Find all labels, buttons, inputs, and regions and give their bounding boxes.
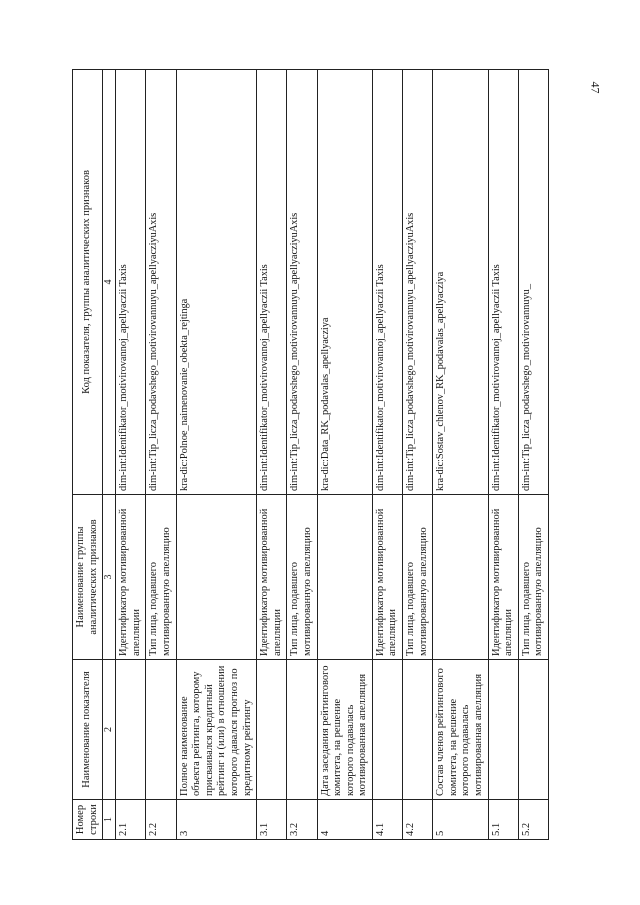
header-row [73, 70, 103, 840]
indicator-name: Состав членов рейтингового комитета, на решение которого подавалась мотивированная апелляция [433, 660, 488, 800]
group-name: Тип лица, подавшего мотивированную апелляцию [518, 495, 548, 660]
indicator-code: dim-int:Identifikator_motivirovannoj_apellyaczii Taxis [257, 70, 287, 495]
row-number: 5.1 [488, 800, 518, 840]
table-row [317, 70, 372, 840]
column-number-row [103, 70, 116, 840]
table-row [287, 70, 317, 840]
column-number: 1 [103, 800, 116, 840]
group-name: Тип лица, подавшего мотивированную апелляцию [403, 495, 433, 660]
indicator-code: kra-dic:Sostav_chlenov_RK_podavalas_apellyacziya [433, 70, 488, 495]
indicator-name [287, 660, 317, 800]
row-number: 3.2 [287, 800, 317, 840]
header-code: Код показателя, группы аналитических признаков [73, 70, 103, 495]
indicator-name [257, 660, 287, 800]
row-number: 2.1 [116, 800, 146, 840]
indicator-name [488, 660, 518, 800]
table-row [372, 70, 402, 840]
row-number: 4.1 [372, 800, 402, 840]
column-number: 2 [103, 660, 116, 800]
table-row [257, 70, 287, 840]
column-number: 3 [103, 495, 116, 660]
header-indicator-name: Наименование показателя [73, 660, 103, 800]
indicator-table [72, 69, 549, 840]
group-name [176, 495, 257, 660]
table-row [403, 70, 433, 840]
rotated-sheet [72, 70, 572, 840]
group-name [433, 495, 488, 660]
indicator-code: dim-int:Tip_licza_podavshego_motivirovannuyu_ [518, 70, 548, 495]
indicator-code: kra-dic:Polnoe_naimenovanie_obekta_rejtinga [176, 70, 257, 495]
group-name: Тип лица, подавшего мотивированную апелляцию [146, 495, 176, 660]
table-row [433, 70, 488, 840]
row-number: 3 [176, 800, 257, 840]
row-number: 5 [433, 800, 488, 840]
table-row [116, 70, 146, 840]
group-name: Идентификатор мотивированной апелляции [372, 495, 402, 660]
indicator-code: dim-int:Identifikator_motivirovannoj_apellyaczii Taxis [372, 70, 402, 495]
indicator-code: kra-dic:Data_RK_podavalas_apellyacziya [317, 70, 372, 495]
indicator-name: Полное наименование объекта рейтинга, которому присваивался кредитный рейтинг и (или) в отношении которого давался прогноз по кредитному рейтингу [176, 660, 257, 800]
group-name: Идентификатор мотивированной апелляции [116, 495, 146, 660]
header-row-number: Номер строки [73, 800, 103, 840]
indicator-name [116, 660, 146, 800]
group-name: Идентификатор мотивированной апелляции [257, 495, 287, 660]
indicator-name [372, 660, 402, 800]
indicator-code: dim-int:Identifikator_motivirovannoj_apellyaczii Taxis [488, 70, 518, 495]
header-group-name: Наименование группы аналитических признаков [73, 495, 103, 660]
table-row [176, 70, 257, 840]
row-number: 2.2 [146, 800, 176, 840]
indicator-code: dim-int:Identifikator_motivirovannoj_apellyaczii Taxis [116, 70, 146, 495]
indicator-code: dim-int:Tip_licza_podavshego_motivirovannuyu_apellyacziyuAxis [287, 70, 317, 495]
group-name [317, 495, 372, 660]
table-row [488, 70, 518, 840]
row-number: 3.1 [257, 800, 287, 840]
indicator-name [518, 660, 548, 800]
column-number: 4 [103, 70, 116, 495]
row-number: 4 [317, 800, 372, 840]
row-number: 4.2 [403, 800, 433, 840]
indicator-code: dim-int:Tip_licza_podavshego_motivirovannuyu_apellyacziyuAxis [403, 70, 433, 495]
indicator-name [403, 660, 433, 800]
indicator-code: dim-int:Tip_licza_podavshego_motivirovannuyu_apellyacziyuAxis [146, 70, 176, 495]
group-name: Тип лица, подавшего мотивированную апелляцию [287, 495, 317, 660]
indicator-name: Дата заседания рейтингового комитета, на решение которого подавалась мотивированная апелляция [317, 660, 372, 800]
indicator-name [146, 660, 176, 800]
group-name: Идентификатор мотивированной апелляции [488, 495, 518, 660]
row-number: 5.2 [518, 800, 548, 840]
table-row [146, 70, 176, 840]
rotated-content [72, 70, 572, 840]
page-number: 47 [588, 81, 603, 94]
table-row [518, 70, 548, 840]
